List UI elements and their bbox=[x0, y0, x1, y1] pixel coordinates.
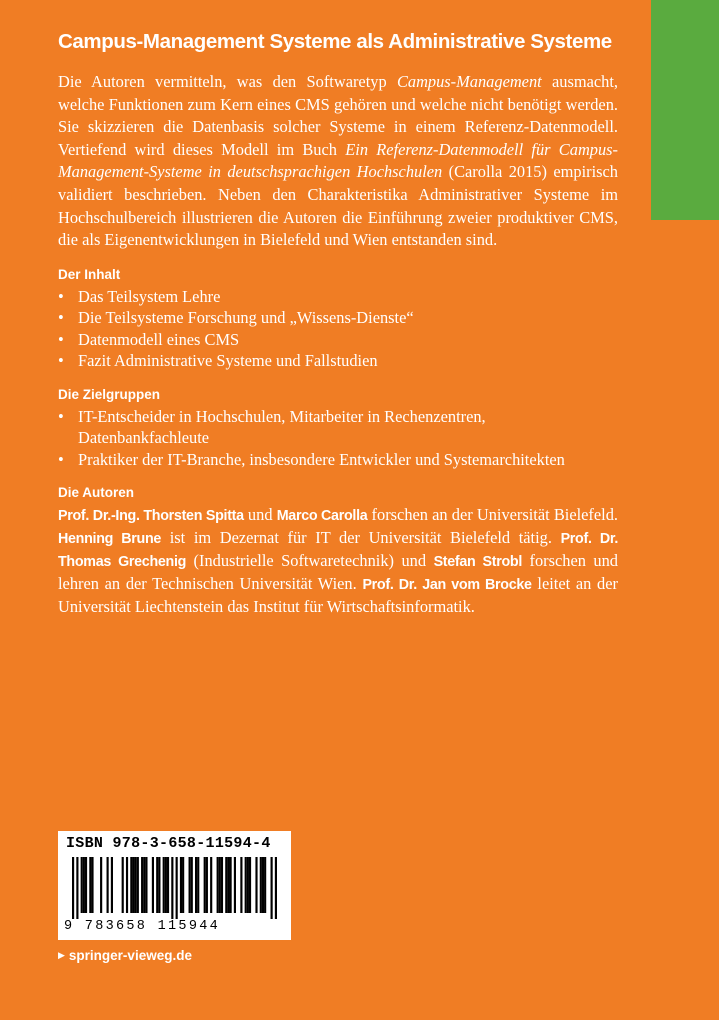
bullet-icon: • bbox=[58, 351, 64, 371]
authors-text: und bbox=[243, 505, 277, 525]
barcode-bar bbox=[262, 857, 264, 913]
barcode-bar bbox=[249, 857, 251, 913]
intro-text-2: ausmacht, welche Funktionen zum Kern eines CMS gehören und welche nicht benötigt werden. Sie skizzieren die Datenbasis solcher Systeme in einem Referenz-Datenmodell. Vertiefend wird dieses Modell im Buch bbox=[58, 72, 618, 159]
barcode-bar bbox=[210, 857, 212, 913]
barcode-digits: 9 783658 115944 bbox=[64, 919, 221, 934]
bullet-icon: • bbox=[58, 449, 64, 469]
bullet-icon: • bbox=[58, 308, 64, 328]
barcode-bar bbox=[219, 857, 221, 913]
author-name: Henning Brune bbox=[58, 531, 162, 548]
authors-text: leitet an der Universität Liechtenstein das Institut für Wirtschaftsinformatik. bbox=[58, 574, 618, 617]
intro-italic-1: Campus-Management bbox=[396, 72, 542, 91]
authors-paragraph bbox=[58, 504, 618, 618]
barcode-bar bbox=[234, 857, 236, 913]
barcode-bar bbox=[227, 857, 229, 913]
barcode-bar bbox=[122, 857, 124, 913]
barcode-bar bbox=[255, 857, 257, 913]
barcode-bar bbox=[152, 857, 154, 913]
barcode-bar bbox=[126, 857, 128, 913]
barcode-bar bbox=[240, 857, 242, 913]
list-item-text: Das Teilsystem Lehre bbox=[78, 286, 221, 306]
barcode-bar bbox=[85, 857, 87, 913]
barcode-bar bbox=[275, 857, 277, 919]
barcode-bar bbox=[167, 857, 169, 913]
intro-text-1: Die Autoren vermitteln, was den Softwaretyp bbox=[58, 72, 397, 91]
barcode-bar bbox=[111, 857, 113, 913]
publisher-url: springer-vieweg.de bbox=[68, 948, 192, 963]
barcode-bar bbox=[191, 857, 193, 913]
list-item bbox=[58, 329, 618, 351]
authors-text: forschen an der Universität Bielefeld. bbox=[367, 505, 619, 525]
barcode-bar bbox=[182, 857, 184, 913]
barcode-bar bbox=[135, 857, 137, 913]
barcode-bar bbox=[81, 857, 83, 913]
barcode-bar bbox=[171, 857, 173, 919]
barcode-bar bbox=[247, 857, 249, 913]
barcode-bar bbox=[230, 857, 232, 913]
bullet-icon: • bbox=[58, 406, 64, 426]
barcode-bar bbox=[91, 857, 93, 913]
barcode-bar bbox=[143, 857, 145, 913]
intro-text-3: (Carolla 2015) empirisch validiert beschrieben. Neben den Charakteristika Administrativer Systeme im Hochschulbereich illustrieren die Autoren die Einführung zweier produktiver CMS, die als Eigenentwicklungen in Bielefeld und Wien entstanden sind. bbox=[58, 162, 618, 250]
list-item-text: IT-Entscheider in Hochschulen, Mitarbeiter in Rechenzentren, Datenbankfachleute bbox=[78, 406, 486, 448]
barcode-bar bbox=[217, 857, 219, 913]
isbn-barcode bbox=[58, 831, 291, 940]
barcode-bar bbox=[260, 857, 262, 913]
barcode-bar bbox=[107, 857, 109, 913]
barcode-bar bbox=[158, 857, 160, 913]
list-item-text: Fazit Administrative Systeme und Fallstudien bbox=[78, 351, 378, 371]
barcode-bar bbox=[163, 857, 165, 913]
author-name: Prof. Dr. Thomas Grechenig bbox=[58, 531, 618, 571]
publisher-link[interactable] bbox=[58, 948, 192, 963]
barcode-bar bbox=[176, 857, 178, 919]
barcode-bar bbox=[137, 857, 139, 913]
barcode-bar bbox=[271, 857, 273, 919]
barcode-bars bbox=[72, 857, 277, 919]
contents-heading: Der Inhalt bbox=[58, 266, 121, 282]
barcode-bar bbox=[72, 857, 74, 919]
authors-heading: Die Autoren bbox=[58, 485, 135, 501]
barcode-bar bbox=[141, 857, 143, 913]
barcode-bar bbox=[189, 857, 191, 913]
barcode-bar bbox=[156, 857, 158, 913]
barcode-bar bbox=[100, 857, 102, 913]
list-item-text: Datenmodell eines CMS bbox=[78, 329, 240, 349]
author-name: Prof. Dr. Jan vom Brocke bbox=[362, 577, 532, 594]
barcode-bar bbox=[145, 857, 147, 913]
barcode-bar bbox=[76, 857, 78, 919]
barcode-bar bbox=[221, 857, 223, 913]
audience-heading: Die Zielgruppen bbox=[58, 386, 161, 402]
audience-list bbox=[58, 406, 618, 471]
list-item bbox=[58, 449, 618, 471]
list-item-text: Die Teilsysteme Forschung und „Wissens-Dienste“ bbox=[78, 308, 414, 328]
barcode-bar bbox=[132, 857, 134, 913]
authors-text: forschen und lehren an der Technischen Universität Wien. bbox=[58, 551, 618, 594]
list-item bbox=[58, 286, 618, 308]
author-name: Prof. Dr.-Ing. Thorsten Spitta bbox=[58, 508, 244, 525]
bullet-icon: • bbox=[58, 286, 64, 306]
back-cover-content bbox=[58, 30, 618, 618]
authors-text: (Industrielle Softwaretechnik) und bbox=[186, 551, 434, 571]
authors-text: ist im Dezernat für IT der Universität Bielefeld tätig. bbox=[161, 528, 561, 548]
triangle-right-icon: ▶ bbox=[58, 950, 65, 960]
barcode-bar bbox=[206, 857, 208, 913]
intro-paragraph bbox=[58, 71, 618, 252]
list-item bbox=[58, 307, 618, 329]
bullet-icon: • bbox=[58, 329, 64, 349]
list-item bbox=[58, 406, 618, 449]
barcode-bar bbox=[204, 857, 206, 913]
barcode-bar bbox=[130, 857, 132, 913]
barcode-bar bbox=[195, 857, 197, 913]
accent-color-tab bbox=[651, 0, 719, 220]
list-item-text: Praktiker der IT-Branche, insbesondere Entwickler und Systemarchitekten bbox=[78, 449, 565, 469]
author-name: Stefan Strobl bbox=[433, 554, 523, 571]
barcode-bar bbox=[225, 857, 227, 913]
barcode-bar bbox=[89, 857, 91, 913]
barcode-bar bbox=[197, 857, 199, 913]
isbn-label: ISBN 978-3-658-11594-4 bbox=[66, 835, 271, 852]
contents-list bbox=[58, 286, 618, 372]
list-item bbox=[58, 350, 618, 372]
author-name: Marco Carolla bbox=[276, 508, 368, 525]
barcode-bar bbox=[264, 857, 266, 913]
barcode-bar bbox=[165, 857, 167, 913]
intro-italic-2: Ein Referenz-Datenmodell für Campus-Management-Systeme in deutschsprachigen Hochschulen bbox=[58, 139, 619, 182]
barcode-bar bbox=[180, 857, 182, 913]
page-title: Campus-Management Systeme als Administrative Systeme bbox=[58, 30, 612, 53]
barcode-bar bbox=[245, 857, 247, 913]
barcode-bar bbox=[83, 857, 85, 913]
